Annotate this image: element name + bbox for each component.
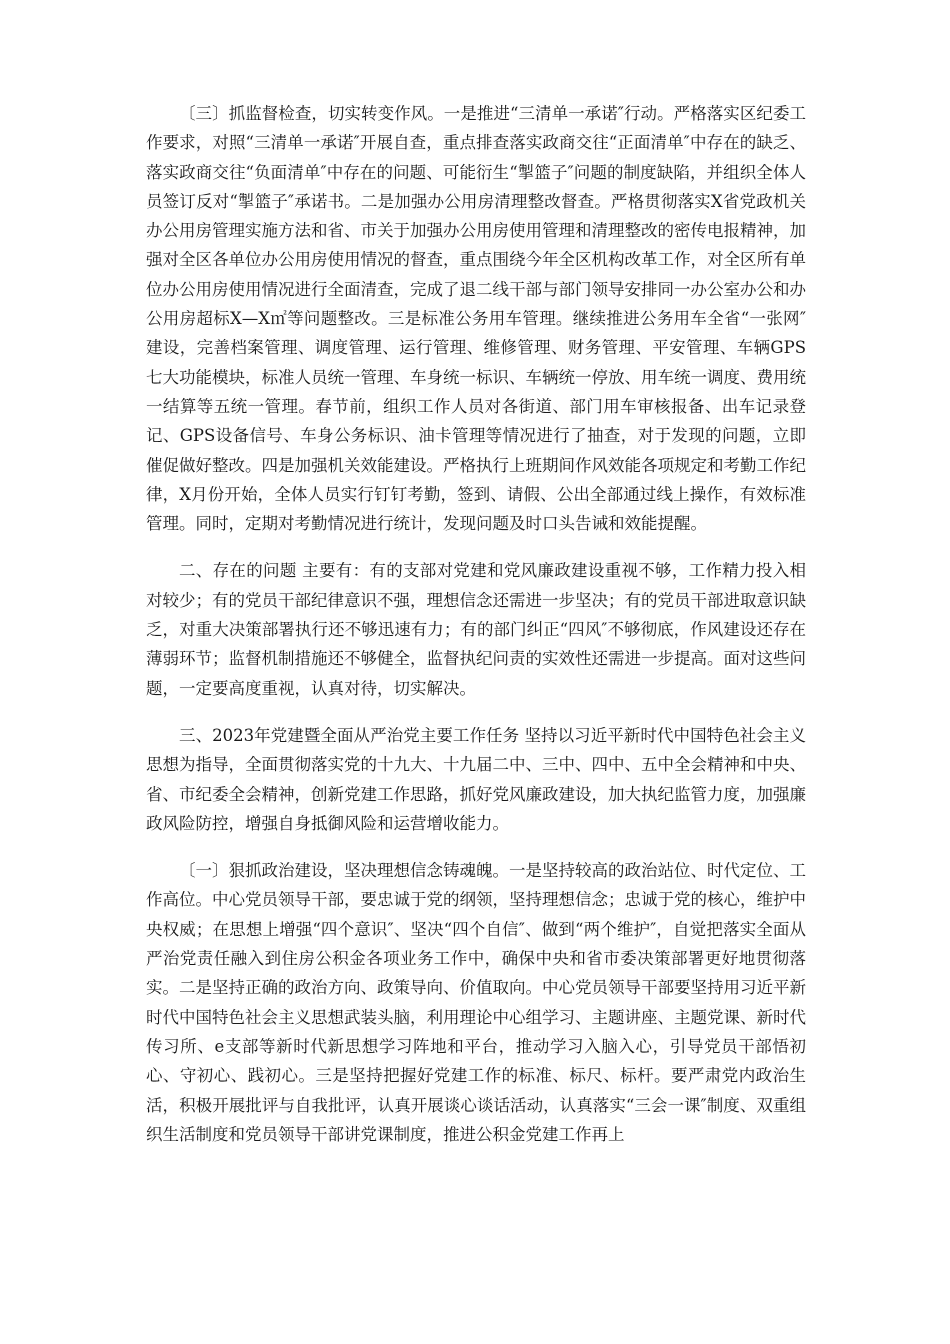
paragraph-main-tasks-2023: 三、2023年党建暨全面从严治党主要工作任务 坚持以习近平新时代中国特色社会主义思想为指导，全面贯彻落实党的十九大、十九届二中、三中、四中、五中全会精神和中央、省、市纪委全会精神，创新党建工作思路，抓好党风廉政建设，加大执纪监管力度，加强廉政风险防控，增强自身抵御风险和运营增收能力。 <box>146 725 806 833</box>
paragraph-existing-problems: 二、存在的问题 主要有：有的支部对党建和党风廉政建设重视不够，工作精力投入相对较少；有的党员干部纪律意识不强，理想信念还需进一步坚决；有的党员干部进取意识缺乏，对重大决策部署执行还不够迅速有力；有的部门纠正“四风″不够彻底，作风建设还存在薄弱环节；监督机制措施还不够健全，监督执纪问责的实效性还需进一步提高。面对这些问题，一定要高度重视，认真对待，切实解决。 <box>146 561 806 698</box>
document-body <box>146 99 806 1167</box>
paragraph-supervision-inspection: 〔三〕抓监督检查，切实转变作风。一是推进“三清单一承诺″行动。严格落实区纪委工作要求，对照“三清单一承诺″开展自查，重点排查落实政商交往“正面清单″中存在的缺乏、落实政商交往“负面清单″中存在的问题、可能衍生“掣篮子″问题的制度缺陷，并组织全体人员签订反对“掣篮子″承诺书。二是加强办公用房清理整改督查。严格贯彻落实X省党政机关办公用房管理实施方法和省、市关于加强办公用房使用管理和清理整改的密传电报精神，加强对全区各单位办公用房使用情况的督查，重点围绕今年全区机构改革工作，对全区所有单位办公用房使用情况进行全面清查，完成了退二线干部与部门领导安排同一办公室办公和办公用房超标X—X㎡等问题整改。三是标准公务用车管理。继续推进公务用车全省“一张网″建设，完善档案管理、调度管理、运行管理、维修管理、财务管理、平安管理、车辆GPS七大功能模块，标准人员统一管理、车身统一标识、车辆统一停放、用车统一调度、费用统一结算等五统一管理。春节前，组织工作人员对各街道、部门用车审核报备、出车记录登记、GPS设备信号、车身公务标识、油卡管理等情况进行了抽查，对于发现的问题，立即催促做好整改。四是加强机关效能建设。严格执行上班期间作风效能各项规定和考勤工作纪律，X月份开始，全体人员实行钉钉考勤，签到、请假、公出全部通过线上操作，有效标准管理。同时，定期对考勤情况进行统计，发现问题及时口头告诫和效能提醒。 <box>146 104 806 534</box>
paragraph-political-construction: 〔一〕狠抓政治建设，坚决理想信念铸魂魄。一是坚持较高的政治站位、时代定位、工作高位。中心党员领导干部，要忠诚于党的纲领，坚持理想信念；忠诚于党的核心，维护中央权威；在思想上增强“四个意识″、坚决“四个自信″、做到“两个维护″，自觉把落实全面从严治党责任融入到住房公积金各项业务工作中，确保中央和省市委决策部署更好地贯彻落实。二是坚持正确的政治方向、政策导向、价值取向。中心党员领导干部要坚持用习近平新时代中国特色社会主义思想武装头脑，利用理论中心组学习、主题讲座、主题党课、新时代传习所、e支部等新时代新思想学习阵地和平台，推动学习入脑入心，引导党员干部悟初心、守初心、践初心。三是坚持把握好党建工作的标准、标尺、标杆。要严肃党内政治生活，积极开展批评与自我批评，认真开展谈心谈话活动，认真落实“三会一课″制度、双重组织生活制度和党员领导干部讲党课制度，推进公积金党建工作再上 <box>146 861 806 1144</box>
